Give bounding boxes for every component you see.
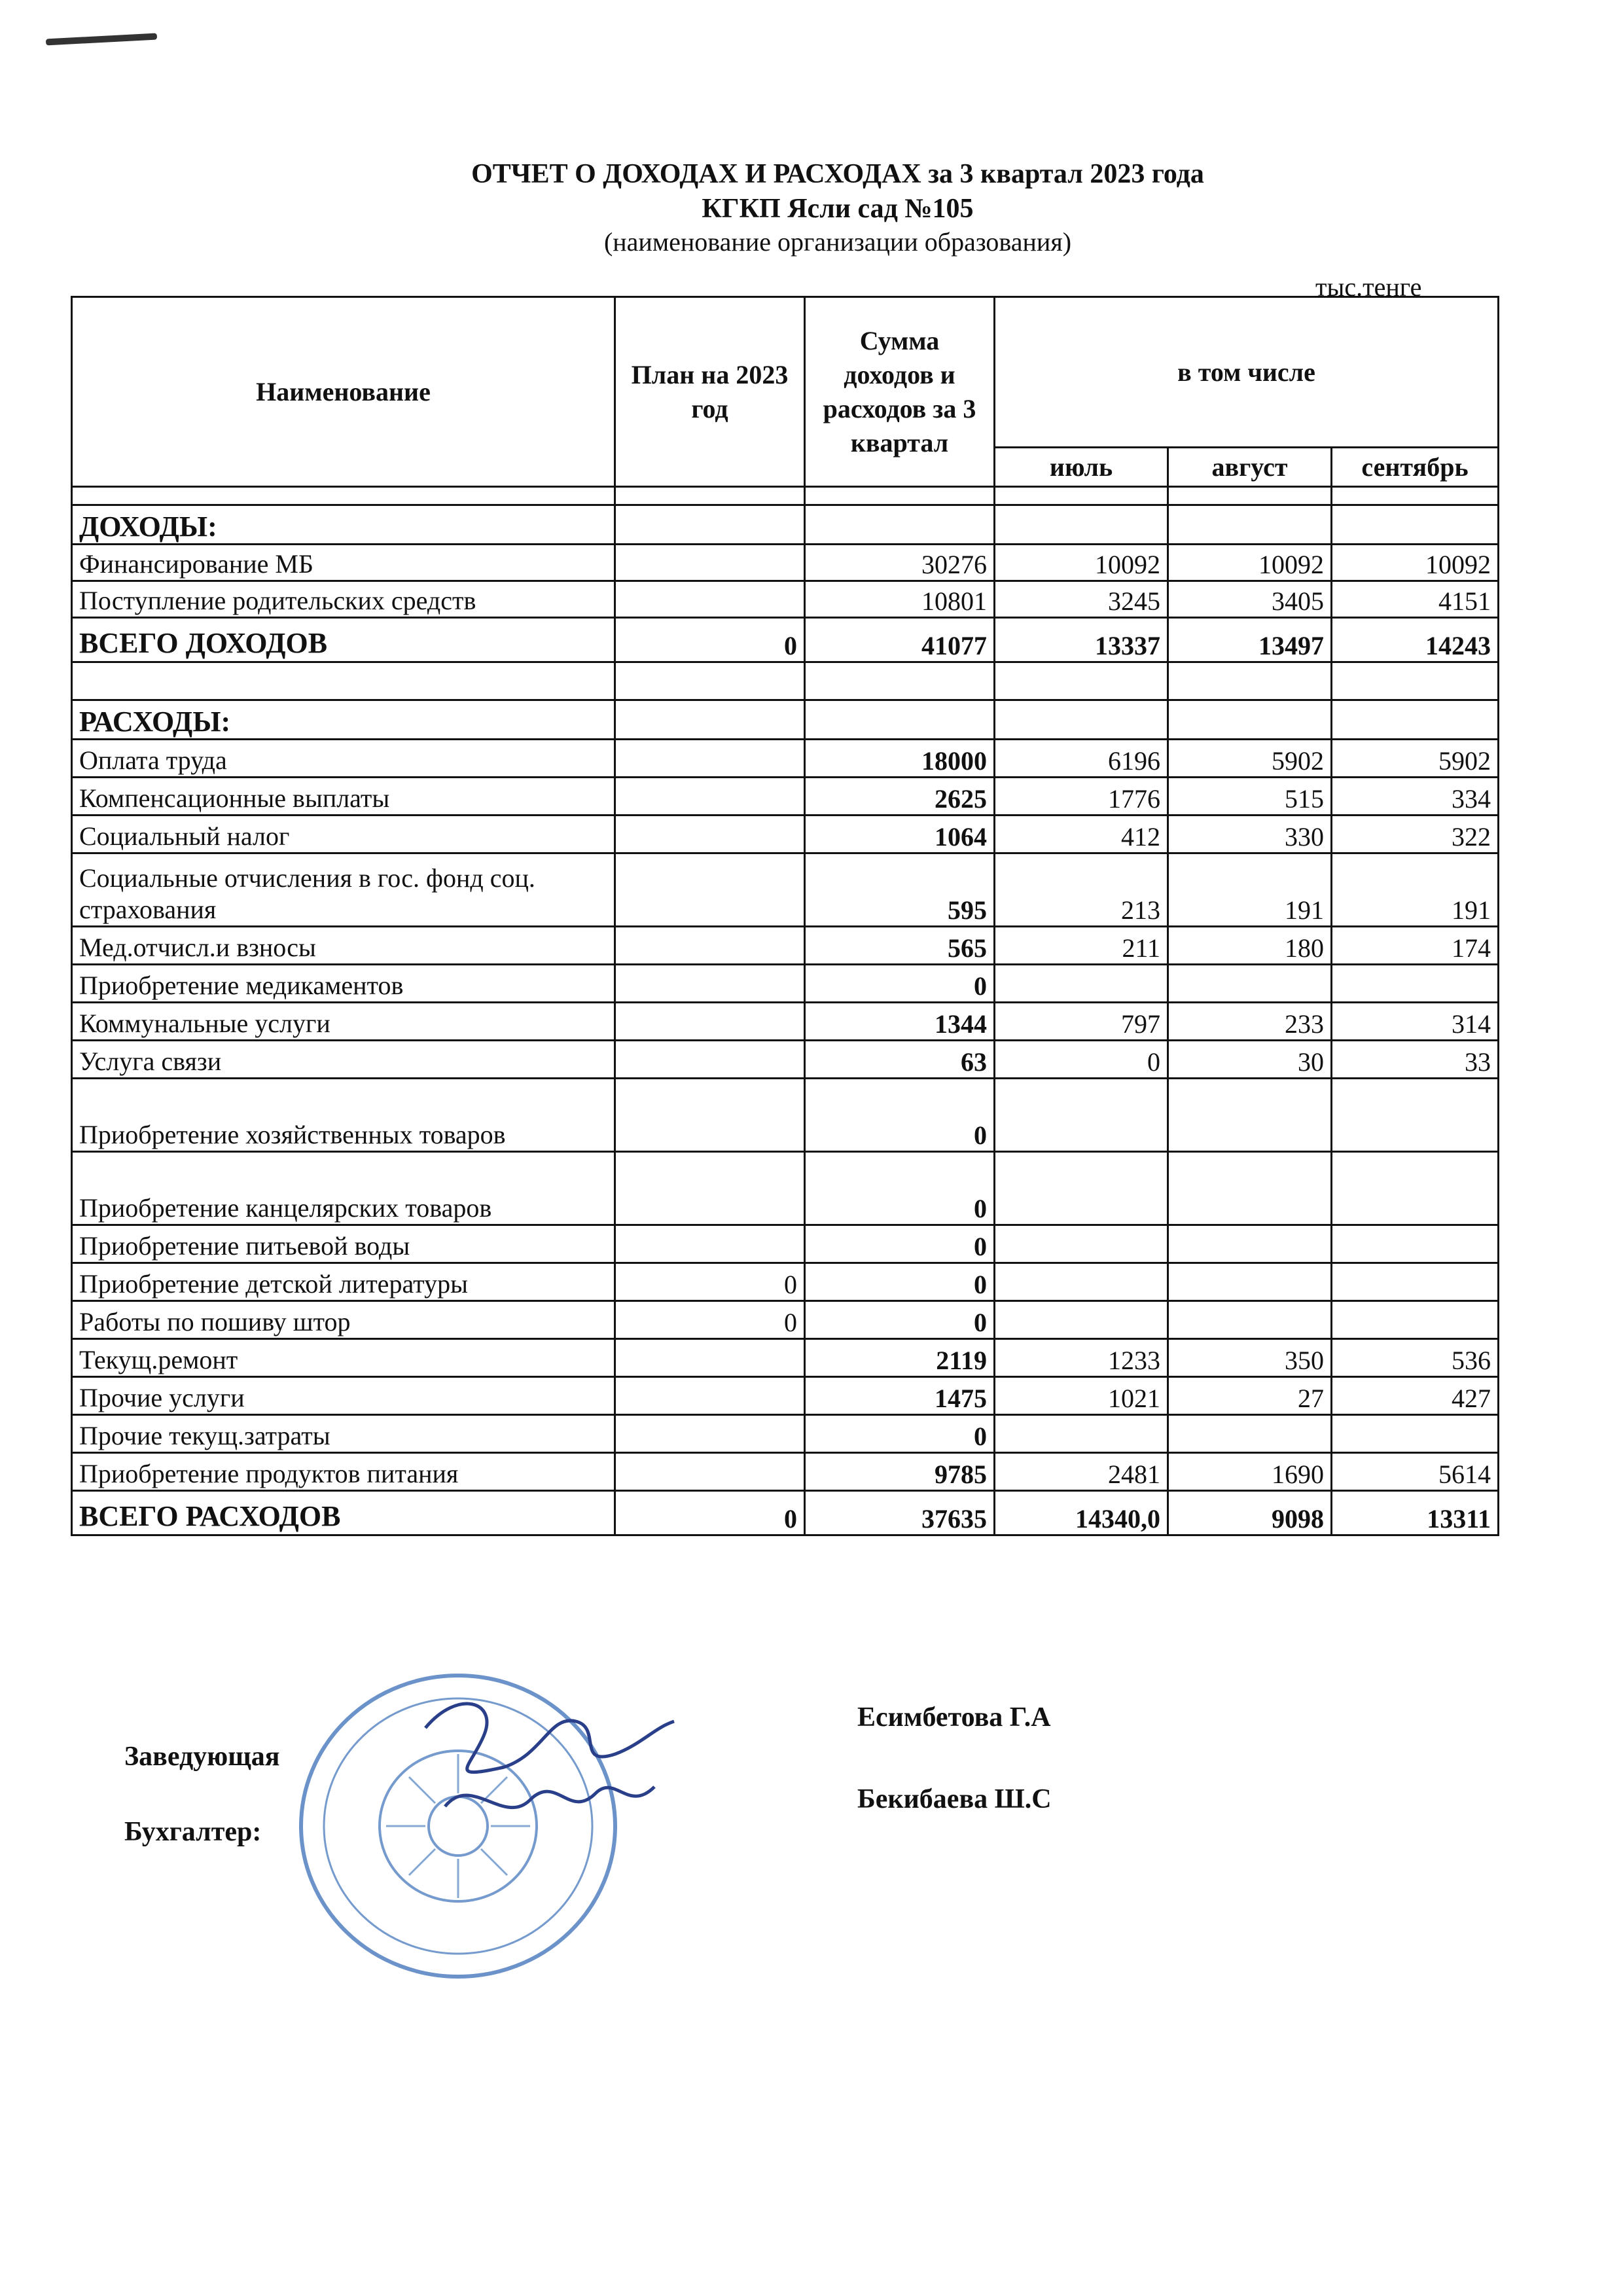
row-plan	[615, 1415, 805, 1453]
empty-cell	[1168, 662, 1332, 700]
col-header-including: в том числе	[995, 297, 1499, 448]
empty-cell	[615, 505, 805, 545]
accountant-label: Бухгалтер:	[124, 1817, 262, 1847]
row-plan: 0	[615, 618, 805, 662]
col-header-plan: План на 2023 год	[615, 297, 805, 487]
col-header-september: сентябрь	[1332, 448, 1499, 487]
row-sep: 314	[1332, 1003, 1499, 1041]
row-sep	[1332, 965, 1499, 1003]
row-name: Приобретение хозяйственных товаров	[72, 1079, 615, 1152]
row-jul: 213	[995, 853, 1168, 927]
title-block	[196, 157, 1479, 259]
table-row	[72, 740, 1499, 778]
table-row	[72, 1301, 1499, 1339]
row-jul: 412	[995, 816, 1168, 853]
row-aug: 27	[1168, 1377, 1332, 1415]
income-header	[72, 505, 1499, 545]
row-jul: 13337	[995, 618, 1168, 662]
table-row	[72, 853, 1499, 927]
row-jul: 14340,0	[995, 1491, 1168, 1535]
row-plan: 0	[615, 1491, 805, 1535]
row-aug: 1690	[1168, 1453, 1332, 1491]
row-aug: 191	[1168, 853, 1332, 927]
row-plan	[615, 1453, 805, 1491]
row-sum: 1344	[805, 1003, 995, 1041]
row-sep: 322	[1332, 816, 1499, 853]
col-header-july: июль	[995, 448, 1168, 487]
signature-scribble	[406, 1676, 681, 1846]
row-plan	[615, 816, 805, 853]
row-aug: 180	[1168, 927, 1332, 965]
col-header-august: август	[1168, 448, 1332, 487]
empty-cell	[615, 662, 805, 700]
row-plan	[615, 740, 805, 778]
income-header-label: ДОХОДЫ:	[72, 505, 615, 545]
row-aug: 10092	[1168, 545, 1332, 581]
accountant-name: Бекибаева Ш.С	[857, 1784, 1052, 1814]
row-sum: 63	[805, 1041, 995, 1079]
scan-mark	[46, 33, 157, 46]
row-sep	[1332, 1263, 1499, 1301]
empty-cell	[1332, 662, 1499, 700]
row-plan	[615, 1377, 805, 1415]
table-row	[72, 1041, 1499, 1079]
row-sum: 9785	[805, 1453, 995, 1491]
row-aug: 13497	[1168, 618, 1332, 662]
row-name: Текущ.ремонт	[72, 1339, 615, 1377]
table-row	[72, 1415, 1499, 1453]
row-name: Компенсационные выплаты	[72, 778, 615, 816]
units-label: тыс.тенге	[1315, 272, 1422, 302]
row-sum: 1064	[805, 816, 995, 853]
row-plan	[615, 853, 805, 927]
row-sep: 334	[1332, 778, 1499, 816]
row-name: Услуга связи	[72, 1041, 615, 1079]
row-plan	[615, 1079, 805, 1152]
empty-cell	[615, 700, 805, 740]
row-plan: 0	[615, 1263, 805, 1301]
report-title: ОТЧЕТ О ДОХОДАХ И РАСХОДАХ за 3 квартал 2023 года	[471, 159, 1204, 189]
row-plan	[615, 1041, 805, 1079]
row-sep: 191	[1332, 853, 1499, 927]
empty-cell	[995, 505, 1168, 545]
table-row	[72, 1377, 1499, 1415]
row-sep: 427	[1332, 1377, 1499, 1415]
row-aug	[1168, 1301, 1332, 1339]
row-sum: 37635	[805, 1491, 995, 1535]
row-sep: 4151	[1332, 581, 1499, 618]
row-jul: 10092	[995, 545, 1168, 581]
report-table	[71, 296, 1499, 1536]
row-sum: 18000	[805, 740, 995, 778]
head-label: Заведующая	[124, 1742, 280, 1772]
table-row	[72, 778, 1499, 816]
head-name: Есимбетова Г.А	[857, 1702, 1051, 1732]
row-aug: 9098	[1168, 1491, 1332, 1535]
empty-cell	[995, 662, 1168, 700]
row-jul: 211	[995, 927, 1168, 965]
row-aug: 350	[1168, 1339, 1332, 1377]
row-sum: 0	[805, 1225, 995, 1263]
col-header-sum: Сумма доходов и расходов за 3 квартал	[805, 297, 995, 487]
row-name: Приобретение питьевой воды	[72, 1225, 615, 1263]
row-plan	[615, 778, 805, 816]
row-sum: 2119	[805, 1339, 995, 1377]
row-jul: 797	[995, 1003, 1168, 1041]
row-jul	[995, 1225, 1168, 1263]
row-name: Приобретение канцелярских товаров	[72, 1152, 615, 1225]
row-aug: 5902	[1168, 740, 1332, 778]
organization-caption: (наименование организации образования)	[603, 227, 1072, 257]
expense-header-label: РАСХОДЫ:	[72, 700, 615, 740]
empty-cell	[805, 505, 995, 545]
row-sep: 33	[1332, 1041, 1499, 1079]
row-name: Оплата труда	[72, 740, 615, 778]
row-sum: 0	[805, 1301, 995, 1339]
table-row	[72, 1152, 1499, 1225]
row-plan	[615, 1152, 805, 1225]
row-sum: 41077	[805, 618, 995, 662]
empty-cell	[995, 700, 1168, 740]
table-row	[72, 1453, 1499, 1491]
row-name: Прочие текущ.затраты	[72, 1415, 615, 1453]
row-sep	[1332, 1301, 1499, 1339]
row-name: Мед.отчисл.и взносы	[72, 927, 615, 965]
row-sep: 13311	[1332, 1491, 1499, 1535]
row-aug: 515	[1168, 778, 1332, 816]
total-row	[72, 618, 1499, 662]
row-plan	[615, 927, 805, 965]
table-row	[72, 816, 1499, 853]
row-sum: 0	[805, 1079, 995, 1152]
row-sum: 0	[805, 1152, 995, 1225]
row-name: Социальный налог	[72, 816, 615, 853]
row-name: Работы по пошиву штор	[72, 1301, 615, 1339]
row-sep: 536	[1332, 1339, 1499, 1377]
row-aug: 30	[1168, 1041, 1332, 1079]
row-name: Коммунальные услуги	[72, 1003, 615, 1041]
table-row	[72, 1225, 1499, 1263]
row-name: Приобретение медикаментов	[72, 965, 615, 1003]
organization-name: КГКП Ясли сад №105	[702, 193, 974, 224]
row-sep	[1332, 1152, 1499, 1225]
row-aug: 3405	[1168, 581, 1332, 618]
table-row	[72, 1339, 1499, 1377]
row-jul	[995, 1263, 1168, 1301]
row-sum: 1475	[805, 1377, 995, 1415]
row-plan	[615, 581, 805, 618]
table-row	[72, 927, 1499, 965]
row-aug	[1168, 1263, 1332, 1301]
row-sum: 0	[805, 965, 995, 1003]
row-sum: 2625	[805, 778, 995, 816]
row-jul: 3245	[995, 581, 1168, 618]
table-row	[72, 965, 1499, 1003]
row-aug: 233	[1168, 1003, 1332, 1041]
table-row	[72, 1079, 1499, 1152]
row-name: Приобретение детской литературы	[72, 1263, 615, 1301]
row-jul: 1776	[995, 778, 1168, 816]
row-aug: 330	[1168, 816, 1332, 853]
row-jul	[995, 1152, 1168, 1225]
empty-cell	[1168, 505, 1332, 545]
row-plan	[615, 1339, 805, 1377]
row-sep	[1332, 1415, 1499, 1453]
row-sum: 0	[805, 1263, 995, 1301]
row-plan	[615, 965, 805, 1003]
row-aug	[1168, 1415, 1332, 1453]
empty-cell	[72, 662, 615, 700]
empty-cell	[1332, 505, 1499, 545]
row-jul: 6196	[995, 740, 1168, 778]
row-jul	[995, 965, 1168, 1003]
row-plan	[615, 1225, 805, 1263]
row-sum: 0	[805, 1415, 995, 1453]
row-name: Социальные отчисления в гос. фонд соц. страхования	[72, 853, 615, 927]
row-name: ВСЕГО ДОХОДОВ	[72, 618, 615, 662]
table-row	[72, 1263, 1499, 1301]
expense-header	[72, 700, 1499, 740]
row-name: Приобретение продуктов питания	[72, 1453, 615, 1491]
row-sep: 14243	[1332, 618, 1499, 662]
row-aug	[1168, 965, 1332, 1003]
empty-cell	[805, 662, 995, 700]
row-sum: 595	[805, 853, 995, 927]
empty-cell	[1168, 700, 1332, 740]
row-sep: 10092	[1332, 545, 1499, 581]
table-row	[72, 1003, 1499, 1041]
col-header-name: Наименование	[72, 297, 615, 487]
table-row	[72, 545, 1499, 581]
row-sep: 5902	[1332, 740, 1499, 778]
row-name: Поступление родительских средств	[72, 581, 615, 618]
row-jul: 2481	[995, 1453, 1168, 1491]
row-name: ВСЕГО РАСХОДОВ	[72, 1491, 615, 1535]
row-jul	[995, 1079, 1168, 1152]
row-plan	[615, 1003, 805, 1041]
row-sep	[1332, 1079, 1499, 1152]
row-jul: 1233	[995, 1339, 1168, 1377]
blank-row	[72, 662, 1499, 700]
row-sum: 565	[805, 927, 995, 965]
row-sep	[1332, 1225, 1499, 1263]
row-jul: 1021	[995, 1377, 1168, 1415]
row-aug	[1168, 1225, 1332, 1263]
row-plan	[615, 545, 805, 581]
row-sep: 5614	[1332, 1453, 1499, 1491]
empty-cell	[1332, 700, 1499, 740]
row-sum: 30276	[805, 545, 995, 581]
row-jul	[995, 1415, 1168, 1453]
row-name: Прочие услуги	[72, 1377, 615, 1415]
row-plan: 0	[615, 1301, 805, 1339]
table-row	[72, 581, 1499, 618]
empty-cell	[805, 700, 995, 740]
row-jul	[995, 1301, 1168, 1339]
row-name: Финансирование МБ	[72, 545, 615, 581]
total-row	[72, 1491, 1499, 1535]
row-aug	[1168, 1152, 1332, 1225]
row-aug	[1168, 1079, 1332, 1152]
row-sep: 174	[1332, 927, 1499, 965]
row-jul: 0	[995, 1041, 1168, 1079]
row-sum: 10801	[805, 581, 995, 618]
